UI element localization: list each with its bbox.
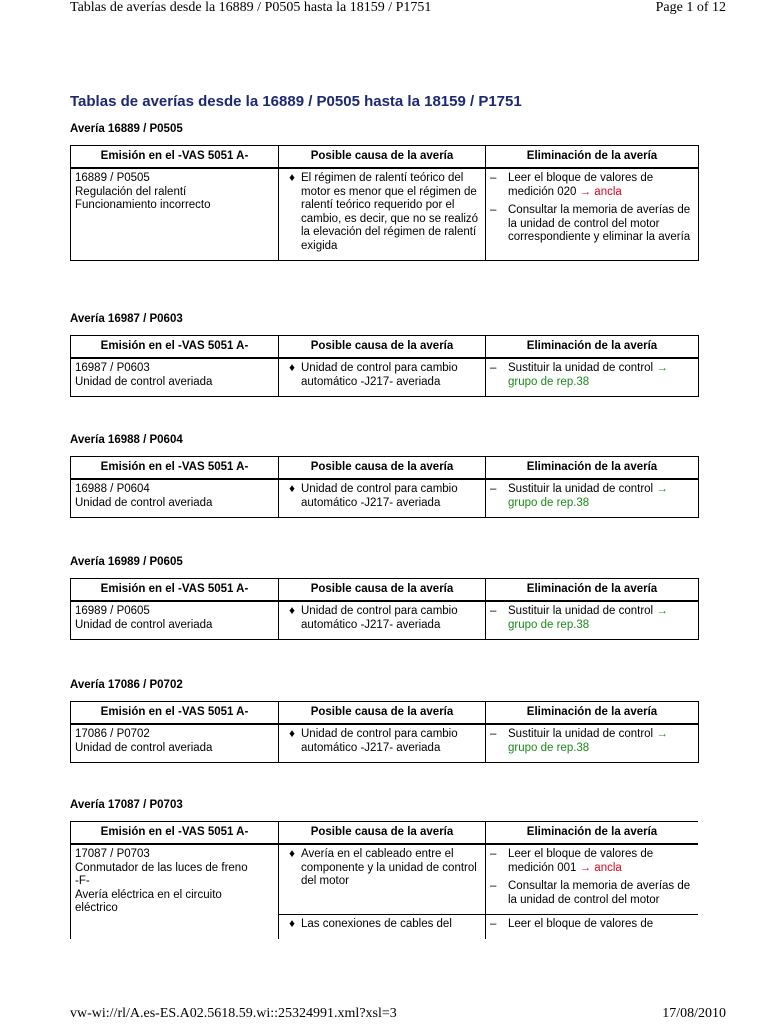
cause-text: Avería en el cableado entre el componente y la unidad de control del motor <box>301 848 477 887</box>
emission-text: 16987 / P0603 Unidad de control averiada <box>75 362 213 388</box>
column-header-emission: Emisión en el -VAS 5051 A- <box>71 457 279 480</box>
elimination-text: Sustituir la unidad de control → grupo de rep.38 <box>508 483 668 509</box>
elimination-text: Leer el bloque de valores de medición 020 → ancla <box>508 172 654 198</box>
elimination-item <box>490 728 694 755</box>
table-row <box>71 601 699 640</box>
fault-title: Avería 16988 / P0604 <box>70 434 183 446</box>
elimination-item <box>490 172 694 199</box>
diamond-bullet-icon: ♦ <box>289 918 295 930</box>
cross-reference-link[interactable]: → ancla <box>579 861 622 874</box>
cross-reference-link[interactable]: → grupo de rep.38 <box>508 362 668 388</box>
diamond-bullet-icon: ♦ <box>289 728 295 740</box>
column-header-cause: Posible causa de la avería <box>279 822 486 845</box>
emission-text: 16889 / P0505 Regulación del ralentí Funcionamiento incorrecto <box>75 172 211 211</box>
elimination-text: Sustituir la unidad de control → grupo de rep.38 <box>508 362 668 388</box>
cause-item <box>283 848 481 889</box>
elimination-text: Sustituir la unidad de control → grupo de rep.38 <box>508 728 668 754</box>
elimination-text: Leer el bloque de valores de <box>508 918 654 930</box>
emission-cell <box>71 358 279 397</box>
emission-text: 16989 / P0605 Unidad de control averiada <box>75 605 213 631</box>
elimination-text: Sustituir la unidad de control → grupo de rep.38 <box>508 605 668 631</box>
dash-marker: – <box>490 728 497 740</box>
cause-item <box>283 728 481 755</box>
elimination-cell <box>486 168 699 261</box>
cause-cell <box>279 168 486 261</box>
elimination-text: Consultar la memoria de averías de la unidad de control del motor <box>508 880 691 906</box>
cause-text: Unidad de control para cambio automático -J217- averiada <box>301 483 458 509</box>
elimination-item <box>490 880 694 907</box>
fault-section <box>70 432 698 518</box>
elimination-cell <box>486 479 699 518</box>
fault-section <box>70 797 698 959</box>
document-title: Tablas de averías desde la 16889 / P0505 hasta la 18159 / P1751 <box>70 93 522 110</box>
diamond-bullet-icon: ♦ <box>289 172 295 184</box>
cause-item <box>283 918 481 932</box>
diamond-bullet-icon: ♦ <box>289 605 295 617</box>
dash-marker: – <box>490 918 497 930</box>
elimination-text: Leer el bloque de valores de medición 001 → ancla <box>508 848 654 874</box>
dash-marker: – <box>490 172 497 184</box>
fault-title: Avería 16989 / P0605 <box>70 556 183 568</box>
table-header-row <box>71 822 699 845</box>
elimination-item <box>490 204 694 245</box>
elimination-cell <box>486 915 699 939</box>
elimination-item <box>490 918 694 932</box>
fault-table <box>70 701 699 763</box>
fault-section <box>70 121 698 261</box>
diamond-bullet-icon: ♦ <box>289 848 295 860</box>
cause-text: Unidad de control para cambio automático -J217- averiada <box>301 728 458 754</box>
cross-reference-link[interactable]: → grupo de rep.38 <box>508 728 668 754</box>
cause-cell <box>279 479 486 518</box>
cause-item <box>283 172 481 253</box>
emission-cell <box>71 479 279 518</box>
table-row <box>71 479 699 518</box>
table-header-row <box>71 457 699 480</box>
cross-reference-link[interactable]: → grupo de rep.38 <box>508 483 668 509</box>
fault-title: Avería 16889 / P0505 <box>70 123 183 135</box>
column-header-elimination: Eliminación de la avería <box>486 457 699 480</box>
fault-table <box>70 456 699 518</box>
column-header-emission: Emisión en el -VAS 5051 A- <box>71 146 279 169</box>
column-header-elimination: Eliminación de la avería <box>486 579 699 602</box>
column-header-emission: Emisión en el -VAS 5051 A- <box>71 336 279 359</box>
cause-text: Unidad de control para cambio automático -J217- averiada <box>301 605 458 631</box>
table-header-row <box>71 702 699 725</box>
cause-text: Las conexiones de cables del <box>301 918 452 930</box>
elimination-text: Consultar la memoria de averías de la unidad de control del motor correspondiente y eliminar la avería <box>508 204 691 243</box>
cause-text: El régimen de ralentí teórico del motor es menor que el régimen de ralentí teórico requerido por el cambio, es decir, que no se realizó la elevación del régimen de ralentí exigida <box>301 172 479 252</box>
cause-text: Unidad de control para cambio automático -J217- averiada <box>301 362 458 388</box>
table-row <box>71 844 699 915</box>
cause-cell <box>279 601 486 640</box>
column-header-elimination: Eliminación de la avería <box>486 702 699 725</box>
emission-cell <box>71 724 279 763</box>
elimination-cell <box>486 358 699 397</box>
column-header-emission: Emisión en el -VAS 5051 A- <box>71 822 279 845</box>
print-header-page: Page 1 of 12 <box>655 0 726 15</box>
cause-cell <box>279 844 486 915</box>
footer-path: vw-wi://rl/A.es-ES.A02.5618.59.wi::25324991.xml?xsl=3 <box>70 1006 397 1021</box>
column-header-cause: Posible causa de la avería <box>279 457 486 480</box>
elimination-item <box>490 848 694 875</box>
elimination-item <box>490 483 694 510</box>
emission-text: 17087 / P0703 Conmutador de las luces de freno -F- Avería eléctrica en el circuito eléctrico <box>75 848 248 914</box>
elimination-item <box>490 362 694 389</box>
emission-cell <box>71 601 279 640</box>
diamond-bullet-icon: ♦ <box>289 483 295 495</box>
column-header-cause: Posible causa de la avería <box>279 146 486 169</box>
emission-text: 17086 / P0702 Unidad de control averiada <box>75 728 213 754</box>
cause-item <box>283 605 481 632</box>
fault-section <box>70 677 698 763</box>
table-row <box>71 724 699 763</box>
table-header-row <box>71 336 699 359</box>
emission-cell <box>71 168 279 261</box>
fault-section <box>70 311 698 397</box>
emission-text: 16988 / P0604 Unidad de control averiada <box>75 483 213 509</box>
cross-reference-link[interactable]: → grupo de rep.38 <box>508 605 668 631</box>
fault-title: Avería 17087 / P0703 <box>70 799 183 811</box>
dash-marker: – <box>490 362 497 374</box>
print-header-title: Tablas de averías desde la 16889 / P0505 hasta la 18159 / P1751 <box>70 0 432 15</box>
dash-marker: – <box>490 848 497 860</box>
column-header-elimination: Eliminación de la avería <box>486 822 699 845</box>
print-footer <box>0 1006 768 1024</box>
fault-table <box>70 821 698 939</box>
elimination-item <box>490 605 694 632</box>
dash-marker: – <box>490 204 497 216</box>
cause-cell <box>279 915 486 939</box>
cause-cell <box>279 724 486 763</box>
cause-cell <box>279 358 486 397</box>
dash-marker: – <box>490 483 497 495</box>
elimination-cell <box>486 601 699 640</box>
column-header-cause: Posible causa de la avería <box>279 579 486 602</box>
print-header <box>0 0 768 22</box>
diamond-bullet-icon: ♦ <box>289 362 295 374</box>
table-header-row <box>71 146 699 169</box>
footer-date: 17/08/2010 <box>662 1006 726 1021</box>
cross-reference-link[interactable]: → ancla <box>579 185 622 198</box>
cause-item <box>283 483 481 510</box>
fault-table <box>70 145 699 261</box>
column-header-emission: Emisión en el -VAS 5051 A- <box>71 702 279 725</box>
dash-marker: – <box>490 605 497 617</box>
fault-table <box>70 578 699 640</box>
table-header-row <box>71 579 699 602</box>
fault-title: Avería 17086 / P0702 <box>70 679 183 691</box>
elimination-cell <box>486 844 699 915</box>
table-row <box>71 168 699 261</box>
fault-section <box>70 554 698 640</box>
dash-marker: – <box>490 880 497 892</box>
column-header-cause: Posible causa de la avería <box>279 702 486 725</box>
table-row <box>71 358 699 397</box>
elimination-cell <box>486 724 699 763</box>
column-header-cause: Posible causa de la avería <box>279 336 486 359</box>
column-header-emission: Emisión en el -VAS 5051 A- <box>71 579 279 602</box>
fault-title: Avería 16987 / P0603 <box>70 313 183 325</box>
emission-cell <box>71 844 279 939</box>
fault-table <box>70 335 699 397</box>
column-header-elimination: Eliminación de la avería <box>486 336 699 359</box>
column-header-elimination: Eliminación de la avería <box>486 146 699 169</box>
cause-item <box>283 362 481 389</box>
